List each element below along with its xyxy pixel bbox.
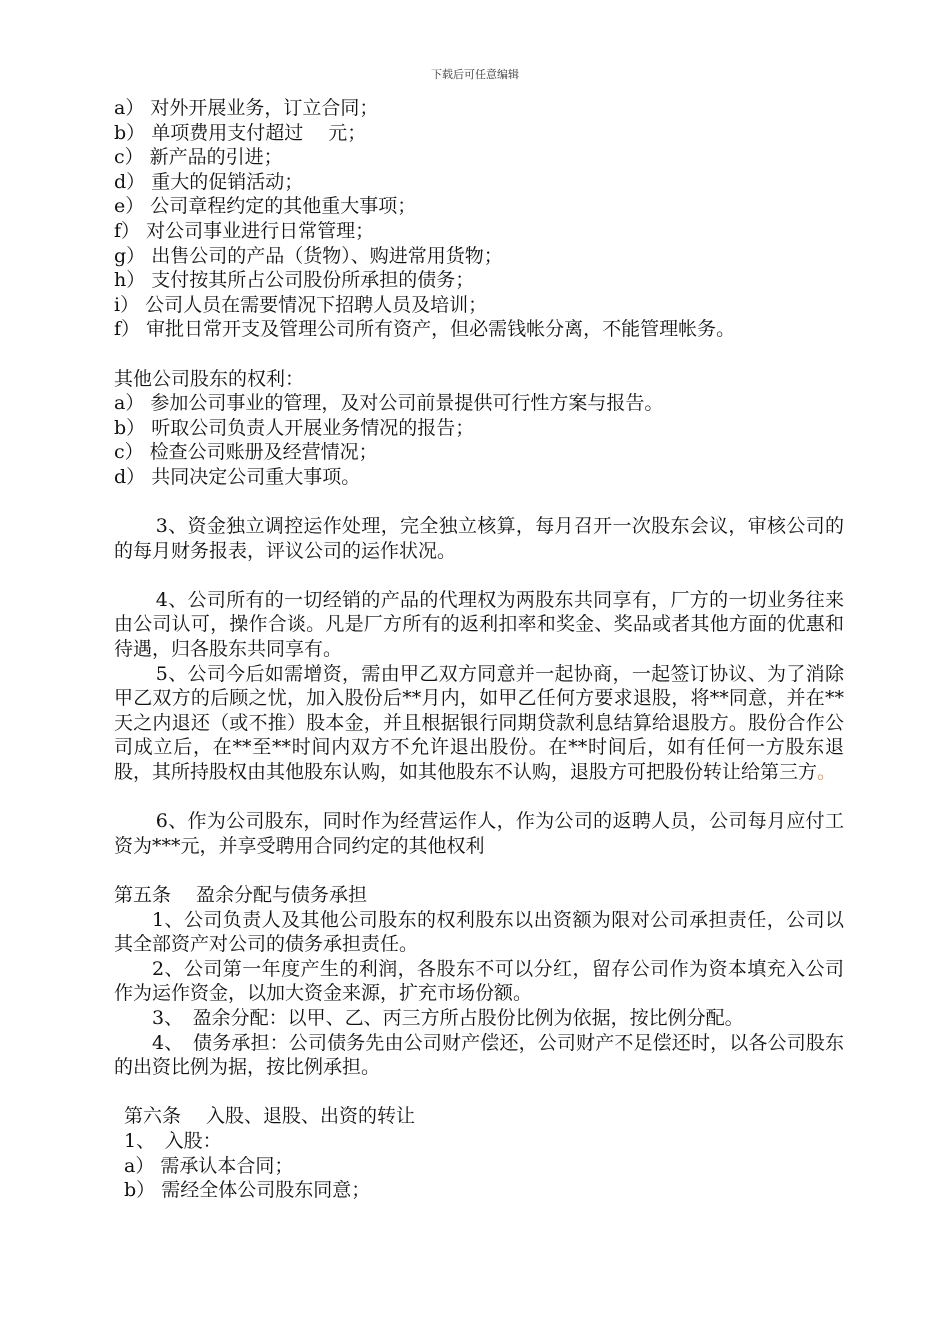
document-body <box>114 96 844 1203</box>
list-item: b） 需经全体公司股东同意； <box>124 1179 371 1202</box>
page-header: 下载后可任意编辑 <box>431 68 519 81</box>
clause-5 <box>114 662 844 785</box>
list-item: a） 需承认本合同； <box>124 1154 294 1177</box>
article-item: 1、公司负责人及其他公司股东的权利股东以出资额为限对公司承担责任，公司以其全部资产对公司的债务承担责任。 <box>114 908 844 956</box>
article-6 <box>114 1104 844 1202</box>
list-item: c） 新产品的引进； <box>114 146 283 169</box>
clause-5-text: 5、公司今后如需增资，需由甲乙双方同意并一起协商，一起签订协议、为了消除甲乙双方的后顾之忧，加入股份后**月内，如甲乙任何方要求退股，将**同意，并在**天之内退还（或不推）股本金，并且根据银行同期贷款利息结算给退股方。股份合作公司成立后，在**至**时间内双方不允许退出股份。在**时间后，如有任何一方股东退股，其所持股权由其他股东认购，如其他股东不认购，退股方可把股份转让给第三方 <box>114 662 844 784</box>
list-item: a） 对外开展业务，订立合同； <box>114 97 379 119</box>
list-item: a） 参加公司事业的管理，及对公司前景提供可行性方案与报告。 <box>114 392 664 415</box>
section-title: 其他公司股东的权利： <box>114 367 305 390</box>
article-5 <box>114 883 844 1080</box>
clause-4: 4、公司所有的一切经销的产品的代理权为两股东共同享有，厂方的一切业务往来由公司认可，操作合谈。凡是厂方所有的返利扣率和奖金、奖品或者其他方面的优惠和待遇，归各股东共同享有。 <box>114 588 844 661</box>
list-item: i） 公司人员在需要情况下招聘人员及培训； <box>114 293 488 316</box>
clause-5-tail: 。 <box>817 761 837 784</box>
list-item: d） 重大的促销活动； <box>114 170 304 193</box>
list-item: f） 审批日常开支及管理公司所有资产，但必需钱帐分离，不能管理帐务。 <box>114 318 736 341</box>
list-item: h） 支付按其所占公司股份所承担的债务； <box>114 269 475 292</box>
list-item: b） 单项费用支付超过 元； <box>114 121 367 144</box>
article-item: 4、 债务承担：公司债务先由公司财产偿还，公司财产不足偿还时，以各公司股东的出资比例为据，按比例承担。 <box>114 1031 844 1079</box>
list-item: c） 检查公司账册及经营情况； <box>114 441 378 464</box>
article-item: 3、 盈余分配：以甲、乙、丙三方所占股份比例为依据，按比例分配。 <box>152 1006 744 1029</box>
clause-3: 3、资金独立调控运作处理，完全独立核算，每月召开一次股东会议，审核公司的的每月财务报表，评议公司的运作状况。 <box>114 515 844 562</box>
list-item: b） 听取公司负责人开展业务情况的报告； <box>114 416 475 439</box>
list-item: f） 对公司事业进行日常管理； <box>114 219 375 242</box>
list-item: g） 出售公司的产品（货物）、购进常用货物； <box>114 244 503 267</box>
article-title: 第六条 入股、退股、出资的转让 <box>124 1105 416 1128</box>
list-item: d） 共同决定公司重大事项。 <box>114 465 361 488</box>
article-title: 第五条 盈余分配与债务承担 <box>114 884 368 906</box>
article-item: 2、公司第一年度产生的利润，各股东不可以分红，留存公司作为资本填充入公司作为运作资金，以加大资金来源，扩充市场份额。 <box>114 957 844 1005</box>
subsection-title: 1、 入股： <box>124 1129 222 1152</box>
other-shareholders-section <box>114 367 844 490</box>
manager-rights-list <box>114 96 844 342</box>
clause-6: 6、作为公司股东，同时作为经营运作人，作为公司的返聘人员，公司每月应付工资为***元，并享受聘用合同约定的其他权利 <box>114 810 844 857</box>
list-item: e） 公司章程约定的其他重大事项； <box>114 195 417 218</box>
